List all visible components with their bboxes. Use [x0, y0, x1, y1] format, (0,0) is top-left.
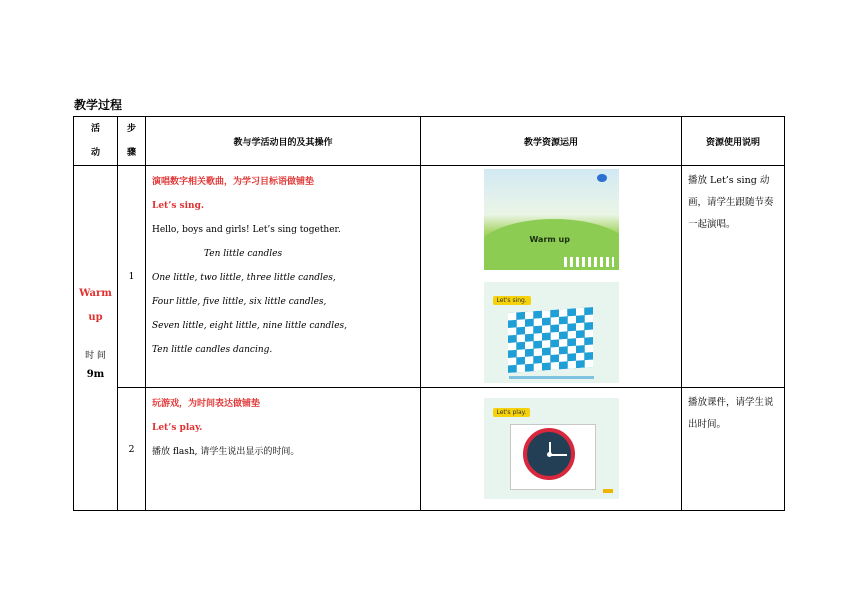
- note-cell: 播放课件，请学生说出时间。: [682, 388, 785, 511]
- lyric-line: One little, two little, three little candles,: [152, 273, 336, 283]
- bird-icon: [597, 174, 607, 182]
- table-row: [74, 166, 785, 388]
- activity-purpose: 演唱数字相关歌曲，为学习目标语做铺垫: [152, 177, 315, 187]
- progress-strip: [509, 376, 594, 379]
- header-content: 教与学活动目的及其操作: [146, 117, 421, 166]
- note-cell: 播放 Let’s sing 动画，请学生跟随节奏一起演唱。: [682, 166, 785, 388]
- header-step: [118, 117, 146, 166]
- header-row: [74, 117, 785, 166]
- header-activity-char2: 动: [90, 148, 100, 158]
- activity-cell: [146, 388, 421, 511]
- stage-cell: [74, 166, 118, 511]
- activity-instruction: 播放 flash, 请学生说出显示的时间。: [152, 447, 300, 457]
- stage-name-line2: up: [88, 312, 103, 323]
- header-resource: 教学资源运用: [421, 117, 682, 166]
- stage-name-line1: Warm: [79, 288, 112, 299]
- header-step-char2: 骤: [126, 148, 136, 158]
- resource-cell: [421, 166, 682, 388]
- lyric-line: Four little, five little, six little candles,: [152, 297, 327, 307]
- lets-play-slide: [484, 398, 619, 499]
- clock-icon: [523, 428, 575, 480]
- slide-sign: Warm up: [529, 235, 570, 244]
- activity-cell: [146, 166, 421, 388]
- header-activity: [74, 117, 118, 166]
- time-label: 时 间: [85, 351, 106, 361]
- warm-up-slide: [484, 169, 619, 270]
- activity-title: Let’s play.: [152, 423, 203, 433]
- clock-center: [547, 452, 552, 457]
- step-number: 1: [118, 166, 146, 388]
- song-title: Ten little candles: [204, 249, 283, 259]
- header-step-char1: 步: [126, 124, 136, 134]
- lets-sing-slide: [484, 282, 619, 383]
- fence-shape: [564, 257, 614, 267]
- section-title: 教学过程: [74, 98, 123, 112]
- clock-frame: [510, 424, 596, 490]
- activity-title: Let’s sing.: [152, 201, 205, 211]
- slide-tag: Let's sing.: [493, 296, 531, 305]
- table-row: [74, 388, 785, 511]
- stage-name: [74, 282, 117, 330]
- header-activity-char1: 活: [90, 124, 100, 134]
- activity-intro: Hello, boys and girls! Let’s sing together.: [152, 225, 341, 235]
- lyric-line: Seven little, eight little, nine little candles,: [152, 321, 347, 331]
- slide-tag: Let's play.: [493, 408, 531, 417]
- checker-pattern: [508, 307, 593, 373]
- slide-button: [603, 489, 613, 493]
- lesson-plan-table: [73, 116, 785, 511]
- step-number: 2: [118, 388, 146, 511]
- lyric-line: Ten little candles dancing.: [152, 345, 273, 355]
- header-note: 资源使用说明: [682, 117, 785, 166]
- activity-purpose: 玩游戏，为时间表达做铺垫: [152, 399, 261, 409]
- duration: 9m: [86, 369, 105, 380]
- resource-cell: [421, 388, 682, 511]
